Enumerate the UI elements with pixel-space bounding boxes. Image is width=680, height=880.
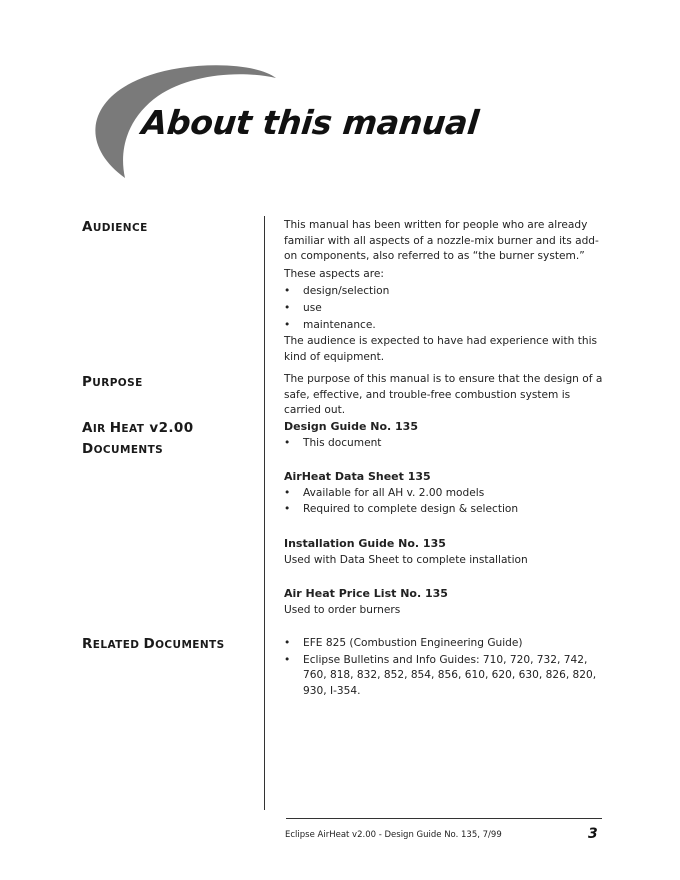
heading-related-documents <box>82 634 225 655</box>
list-item-text: use <box>303 301 322 314</box>
doc-text: Used to order burners <box>284 603 401 616</box>
list-item-text: maintenance. <box>303 318 376 331</box>
list-item-text: EFE 825 (Combustion Engineering Guide) <box>303 637 523 649</box>
heading-air-heat-line2 <box>82 439 194 460</box>
doc-design-guide <box>284 419 604 452</box>
page-title: About this manual <box>139 103 481 142</box>
list-item <box>284 436 604 452</box>
heading-cap: A <box>82 420 93 436</box>
page-number: 3 <box>588 826 598 842</box>
heading-cap: R <box>82 636 93 652</box>
column-divider <box>264 216 265 810</box>
list-item <box>284 284 604 300</box>
heading-purpose-cap: P <box>82 374 93 390</box>
audience-intro: This manual has been written for people who are already familiar with all aspects of a nozzle-mix burner and its add-on components, also referred to as “the burner system.” <box>284 219 599 263</box>
audience-aspects-list <box>284 284 604 333</box>
doc-bullets <box>284 436 604 452</box>
heading-air-heat-documents <box>82 418 194 460</box>
doc-title: Installation Guide No. 135 <box>284 537 446 550</box>
list-item-text: This document <box>303 436 382 449</box>
audience-aspects-intro: These aspects are: <box>284 267 384 280</box>
heading-audience <box>82 217 148 238</box>
doc-title: AirHeat Data Sheet 135 <box>284 470 431 483</box>
bullet-icon: • <box>284 318 291 331</box>
bullet-icon: • <box>284 637 291 649</box>
list-item-text: design/selection <box>303 285 390 298</box>
related-documents-block <box>284 636 604 700</box>
list-item <box>284 301 604 317</box>
purpose-block <box>284 372 604 421</box>
doc-installation-guide <box>284 536 604 570</box>
heading-audience-cap: A <box>82 219 93 235</box>
list-item-text: Available for all AH v. 2.00 models <box>303 486 485 499</box>
heading-rest: OCUMENTS <box>93 444 164 456</box>
doc-bullets <box>284 486 604 518</box>
bullet-icon: • <box>284 486 291 499</box>
doc-title: Design Guide No. 135 <box>284 420 418 433</box>
heading-rest: ELATED <box>92 639 144 651</box>
heading-audience-rest: UDIENCE <box>92 222 148 234</box>
doc-title: Air Heat Price List No. 135 <box>284 587 448 600</box>
bullet-icon: • <box>284 653 291 666</box>
doc-data-sheet <box>284 469 604 519</box>
list-item-text: Required to complete design & selection <box>303 503 519 516</box>
bullet-icon: • <box>284 436 291 449</box>
heading-cap: D <box>82 441 94 457</box>
bullet-icon: • <box>284 503 291 516</box>
footer-text: Eclipse AirHeat v2.00 - Design Guide No. 135, 7/99 <box>285 830 502 840</box>
audience-closing: The audience is expected to have had experience with this kind of equipment. <box>284 335 598 363</box>
bullet-icon: • <box>284 285 291 298</box>
doc-price-list <box>284 586 604 620</box>
doc-text: Used with Data Sheet to complete installation <box>284 553 528 566</box>
list-item <box>284 636 604 652</box>
footer-divider <box>286 818 602 819</box>
list-item-text: Eclipse Bulletins and Info Guides: 710, 720, 732, 742, 760, 818, 832, 852, 854, 856, 610, 620, 630, 826, 820, 930, I-354. <box>303 653 597 697</box>
heading-cap: D <box>143 636 156 652</box>
heading-version: v2.00 <box>144 420 194 436</box>
purpose-text: The purpose of this manual is to ensure that the design of a safe, effective, and trouble-free combustion system is carried out. <box>284 373 603 417</box>
list-item <box>284 502 604 518</box>
heading-rest: EAT <box>121 423 145 435</box>
heading-purpose <box>82 372 143 393</box>
audience-block <box>284 218 604 367</box>
list-item <box>284 653 604 700</box>
related-bullets <box>284 636 604 699</box>
heading-rest: OCUMENTS <box>155 639 225 651</box>
list-item <box>284 318 604 334</box>
heading-purpose-rest: URPOSE <box>92 377 143 389</box>
heading-cap: H <box>109 420 122 436</box>
heading-rest: IR <box>92 423 110 435</box>
list-item <box>284 486 604 502</box>
bullet-icon: • <box>284 301 291 314</box>
heading-air-heat-line1 <box>82 418 194 439</box>
